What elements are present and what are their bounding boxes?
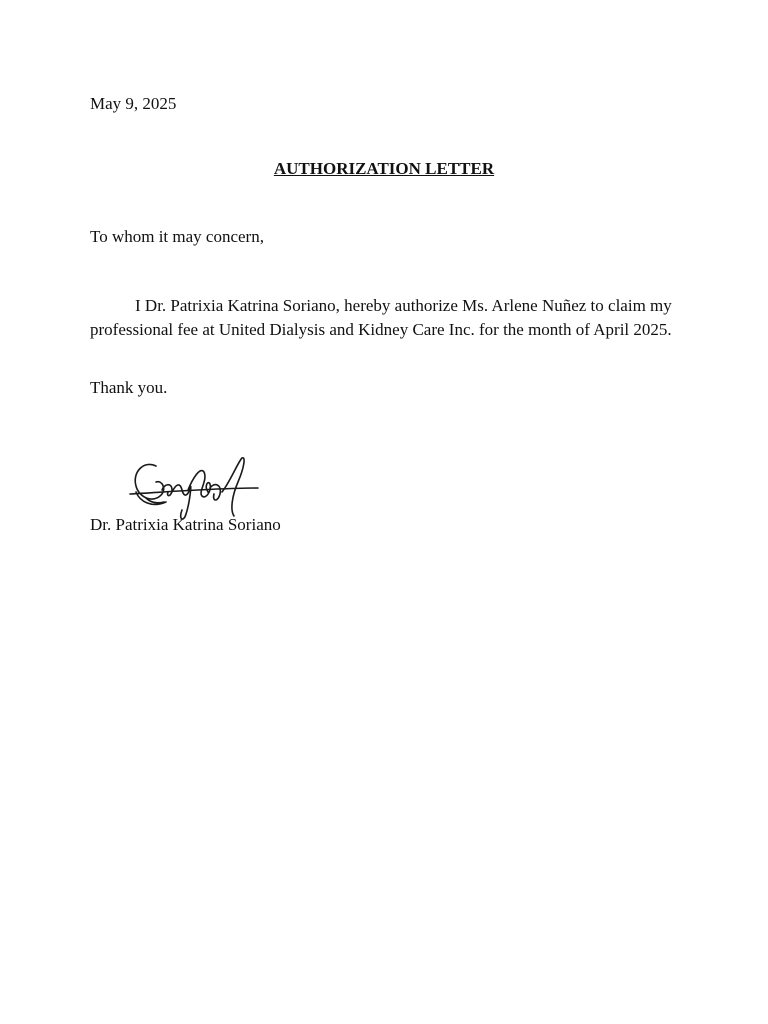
closing-line: Thank you. [90,378,168,397]
salutation: To whom it may concern, [90,227,264,246]
letter-title: AUTHORIZATION LETTER [273,159,495,178]
letter-body: I Dr. Patrixia Katrina Soriano, hereby authorize Ms. Arlene Nuñez to claim my professional fee at United Dialysis and Kidney Care Inc. for the month of April 2025. [90,296,672,339]
signer-name: Dr. Patrixia Katrina Soriano [90,515,281,534]
letter-date: May 9, 2025 [90,94,177,113]
